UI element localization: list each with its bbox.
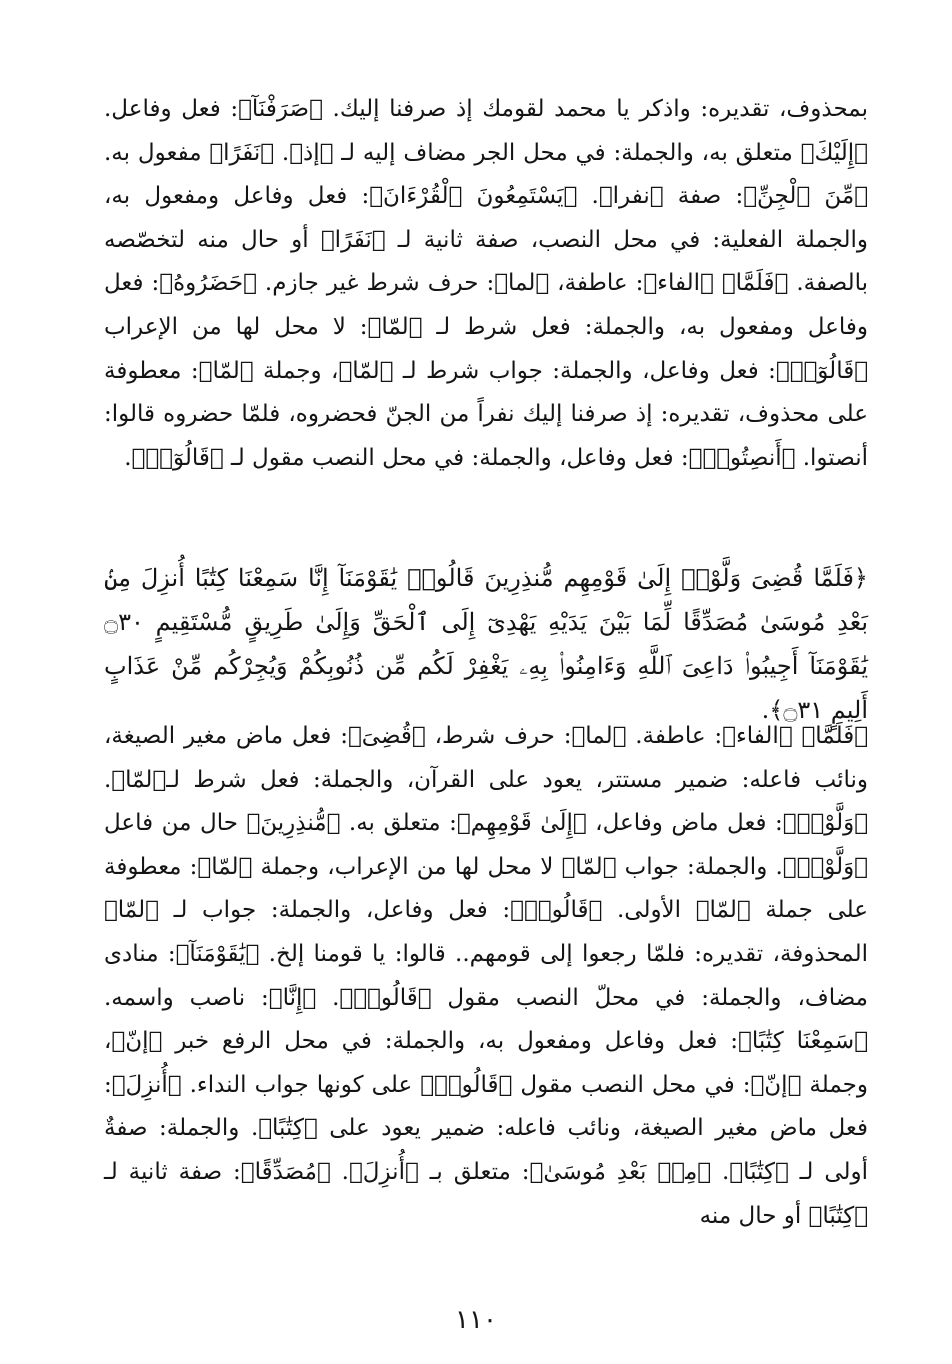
page-number: ١١٠ [455, 1305, 497, 1335]
commentary-paragraph-1: بمحذوف، تقديره: واذكر يا محمد لقومك إذ صرفنا إليك. ﴿صَرَفْنَآ﴾: فعل وفاعل. ﴿إِلَيْكَ﴾ متعلق به، والجملة: في محل الجر مضاف إليه لـ ﴿إذ﴾. ﴿نَفَرًا﴾ مفعول به. ﴿مِّنَ ٱلْجِنِّ﴾: صفة ﴿نفرا﴾. ﴿يَسْتَمِعُونَ ٱلْقُرْءَانَ﴾: فعل وفاعل ومفعول به، والجملة الفعلية: في محل النصب، صفة ثانية لـ ﴿نَفَرًا﴾ أو حال منه لتخصّصه بالصفة. ﴿فَلَمَّا﴾ ﴿الفاء﴾: عاطفة، ﴿لما﴾: حرف شرط غير جازم. ﴿حَضَرُوهُ﴾: فعل وفاعل ومفعول به، والجملة: فعل شرط لـ ﴿لمّا﴾: لا محل لها من الإعراب ﴿قَالُوٓا۟﴾: فعل وفاعل، والجملة: جواب شرط لـ ﴿لمّا﴾، وجملة ﴿لمّا﴾: معطوفة على محذوف، تقديره: إذ صرفنا إليك نفراً من الجنّ فحضروه، فلمّا حضروه قالوا: أنصتوا. ﴿أَنصِتُوا۟﴾: فعل وفاعل، والجملة: في محل النصب مقول لـ ﴿قَالُوٓا۟﴾. [104, 96, 868, 471]
quran-verse-block: ﴿فَلَمَّا قُضِىَ وَلَّوْا۟ إِلَىٰ قَوْمِهِم مُّنذِرِينَ قَالُوا۟ يَٰقَوْمَنَآ إِنَّا سَمِعْنَا كِتَٰبًا أُنزِلَ مِنۢ بَعْدِ مُوسَىٰ مُصَدِّقًا لِّمَا بَيْنَ يَدَيْهِ يَهْدِىٓ إِلَى ٱلْحَقِّ وَإِلَىٰ طَرِيقٍ مُّسْتَقِيمٍ ۝٣٠ يَٰقَوْمَنَآ أَجِيبُوا۟ دَاعِىَ ٱللَّهِ وَءَامِنُوا۟ بِهِۦ يَغْفِرْ لَكُم مِّن ذُنُوبِكُمْ وَيُجِرْكُم مِّنْ عَذَابٍ أَلِيمٍ ۝٣١﴾. [104, 564, 868, 724]
commentary-paragraph-2: ﴿فَلَمَّا﴾ ﴿الفاء﴾: عاطفة. ﴿لما﴾: حرف شرط، ﴿قُضِىَ﴾: فعل ماض مغير الصيغة، ونائب فاعله: ضمير مستتر، يعود على القرآن، والجملة: فعل شرط لـ﴿لمّا﴾. ﴿وَلَّوْا۟﴾: فعل ماض وفاعل، ﴿إِلَىٰ قَوْمِهِم﴾: متعلق به. ﴿مُّنذِرِينَ﴾ حال من فاعل ﴿وَلَّوْا۟﴾. والجملة: جواب ﴿لمّا﴾ لا محل لها من الإعراب، وجملة ﴿لمّا﴾: معطوفة على جملة ﴿لمّا﴾ الأولى. ﴿قَالُوا۟﴾: فعل وفاعل، والجملة: جواب لـ ﴿لمّا﴾ المحذوفة، تقديره: فلمّا رجعوا إلى قومهم.. قالوا: يا قومنا إلخ. ﴿يَٰقَوْمَنَآ﴾: منادى مضاف، والجملة: في محلّ النصب مقول ﴿قَالُوا۟﴾. ﴿إِنَّا﴾: ناصب واسمه. ﴿سَمِعْنَا كِتَٰبًا﴾: فعل وفاعل ومفعول به، والجملة: في محل الرفع خبر ﴿إنّ﴾، وجملة ﴿إنّ﴾: في محل النصب مقول ﴿قَالُوا۟﴾ على كونها جواب النداء. ﴿أُنزِلَ﴾: فعل ماض مغير الصيغة، ونائب فاعله: ضمير يعود على ﴿كِتَٰبًا﴾. والجملة: صفةٌ أولى لـ ﴿كِتَٰبًا﴾. ﴿مِنۢ بَعْدِ مُوسَىٰ﴾: متعلق بـ ﴿أُنزِلَ﴾. ﴿مُصَدِّقًا﴾: صفة ثانية لـ ﴿كِتَٰبًا﴾ أو حال منه [104, 723, 869, 1229]
